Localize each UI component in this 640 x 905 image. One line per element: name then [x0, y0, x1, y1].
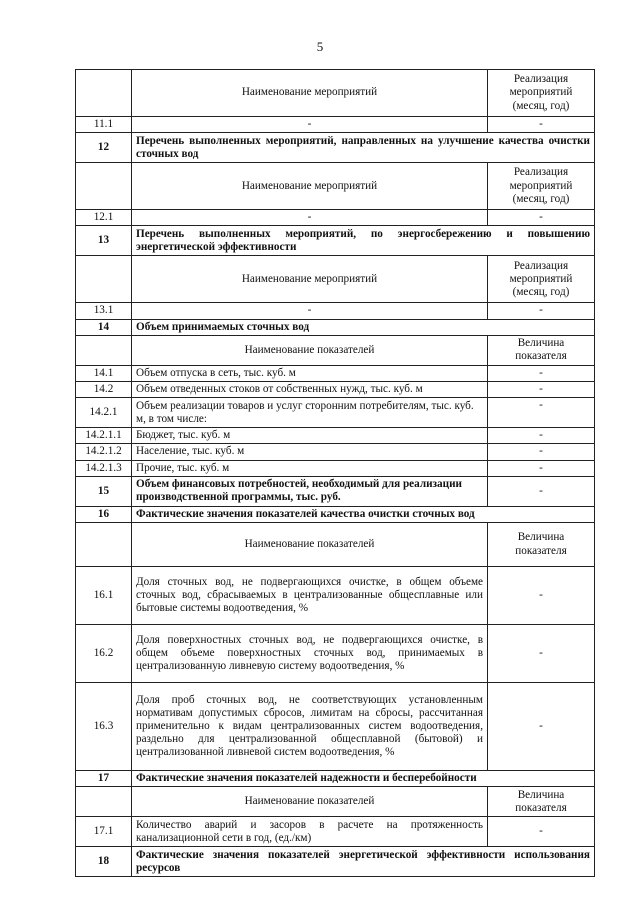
indicator-value: -: [488, 567, 595, 625]
table-row: [76, 567, 595, 625]
section-row: [76, 847, 595, 877]
table-row: [76, 683, 595, 771]
indicator-name: -: [132, 303, 488, 319]
row-number: 14.2: [76, 382, 132, 398]
indicator-name: Объем отведенных стоков от собственных нужд, тыс. куб. м: [132, 382, 488, 398]
indicator-name: Доля сточных вод, не подвергающихся очистке, в общем объеме сточных вод, сбрасываемых в централизованные общесплавные или бытовые системы водоотведения, %: [132, 567, 488, 625]
indicator-value: -: [488, 382, 595, 398]
section-title: Фактические значения показателей энергетической эффективности использования ресурсов: [132, 847, 595, 877]
section-row: [76, 506, 595, 522]
indicator-value: -: [488, 398, 595, 428]
section-number: 16: [76, 506, 132, 522]
section-title: Фактические значения показателей качества очистки сточных вод: [132, 506, 595, 522]
row-number: 14.1: [76, 365, 132, 381]
column-header-name: Наименование мероприятий: [132, 256, 488, 303]
column-header-value: Величина показателя: [488, 787, 595, 817]
table-row: [76, 476, 595, 506]
indicator-value: -: [488, 476, 595, 506]
row-number: 14.2.1.3: [76, 460, 132, 476]
indicator-name: Доля проб сточных вод, не соответствующих установленным нормативам допустимых сбросов, лимитам на сбросы, рассчитанная применительно к видам централизованных систем водоотведения, раздельно для централизованной общесплавной (бытовой) и централизованной ливневой систем водоотведения, %: [132, 683, 488, 771]
section-number: 17: [76, 771, 132, 787]
row-number-cell: [76, 163, 132, 210]
row-number-cell: [76, 523, 132, 567]
table-row: [76, 117, 595, 133]
row-number-cell: [76, 787, 132, 817]
table-header-row: [76, 335, 595, 365]
indicator-value: -: [488, 683, 595, 771]
indicator-value: -: [488, 303, 595, 319]
column-header-name: Наименование показателей: [132, 335, 488, 365]
indicator-name: Объем финансовых потребностей, необходимый для реализации производственной программы, тыс. руб.: [132, 476, 488, 506]
indicator-name: Объем реализации товаров и услуг сторонним потребителям, тыс. куб. м, в том числе:: [132, 398, 488, 428]
column-header-value: Величина показателя: [488, 335, 595, 365]
section-row: [76, 771, 595, 787]
section-row: [76, 226, 595, 256]
indicator-value: -: [488, 365, 595, 381]
column-header-name: Наименование мероприятий: [132, 163, 488, 210]
table-row: [76, 444, 595, 460]
column-header-name: Наименование показателей: [132, 523, 488, 567]
row-number: 14.2.1.1: [76, 428, 132, 444]
table-header-row: [76, 163, 595, 210]
indicator-name: Прочие, тыс. куб. м: [132, 460, 488, 476]
table-row: [76, 365, 595, 381]
row-number: 16.3: [76, 683, 132, 771]
table-row: [76, 460, 595, 476]
table-row: [76, 382, 595, 398]
indicator-name: -: [132, 117, 488, 133]
section-number: 13: [76, 226, 132, 256]
row-number-cell: [76, 335, 132, 365]
row-number: 14.2.1: [76, 398, 132, 428]
row-number: 16.1: [76, 567, 132, 625]
column-header-value: Реализация мероприятий (месяц, год): [488, 163, 595, 210]
indicator-name: Доля поверхностных сточных вод, не подвергающихся очистке, в общем объеме поверхностных сточных вод, принимаемых в централизованную ливневую систему водоотведения, %: [132, 625, 488, 683]
indicator-name: Объем отпуска в сеть, тыс. куб. м: [132, 365, 488, 381]
indicator-value: -: [488, 444, 595, 460]
indicator-name: Количество аварий и засоров в расчете на протяженность канализационной сети в год, (ед./км): [132, 817, 488, 847]
section-title: Перечень выполненных мероприятий, направленных на улучшение качества очистки сточных вод: [132, 133, 595, 163]
production-program-table: [75, 69, 595, 877]
row-number: 15: [76, 476, 132, 506]
column-header-name: Наименование показателей: [132, 787, 488, 817]
indicator-value: -: [488, 460, 595, 476]
column-header-value: Реализация мероприятий (месяц, год): [488, 70, 595, 117]
column-header-value: Величина показателя: [488, 523, 595, 567]
table-row: [76, 210, 595, 226]
row-number: 17.1: [76, 817, 132, 847]
page-number: 5: [316, 39, 324, 54]
section-title: Перечень выполненных мероприятий, по энергосбережению и повышению энергетической эффективности: [132, 226, 595, 256]
indicator-name: -: [132, 210, 488, 226]
section-number: 12: [76, 133, 132, 163]
section-title: Объем принимаемых сточных вод: [132, 319, 595, 335]
indicator-value: -: [488, 817, 595, 847]
column-header-value: Реализация мероприятий (месяц, год): [488, 256, 595, 303]
row-number-cell: [76, 70, 132, 117]
section-title: Фактические значения показателей надежности и бесперебойности: [132, 771, 595, 787]
row-number: 12.1: [76, 210, 132, 226]
row-number: 13.1: [76, 303, 132, 319]
section-row: [76, 133, 595, 163]
indicator-name: Бюджет, тыс. куб. м: [132, 428, 488, 444]
table-row: [76, 625, 595, 683]
indicator-value: -: [488, 210, 595, 226]
row-number: 16.2: [76, 625, 132, 683]
table-row: [76, 817, 595, 847]
indicator-name: Население, тыс. куб. м: [132, 444, 488, 460]
section-number: 14: [76, 319, 132, 335]
table-header-row: [76, 523, 595, 567]
table-header-row: [76, 70, 595, 117]
column-header-name: Наименование мероприятий: [132, 70, 488, 117]
row-number: 14.2.1.2: [76, 444, 132, 460]
table-row: [76, 428, 595, 444]
indicator-value: -: [488, 117, 595, 133]
indicator-value: -: [488, 428, 595, 444]
indicator-value: -: [488, 625, 595, 683]
section-number: 18: [76, 847, 132, 877]
table-header-row: [76, 787, 595, 817]
row-number: 11.1: [76, 117, 132, 133]
table-row: [76, 398, 595, 428]
row-number-cell: [76, 256, 132, 303]
table-row: [76, 303, 595, 319]
section-row: [76, 319, 595, 335]
table-header-row: [76, 256, 595, 303]
